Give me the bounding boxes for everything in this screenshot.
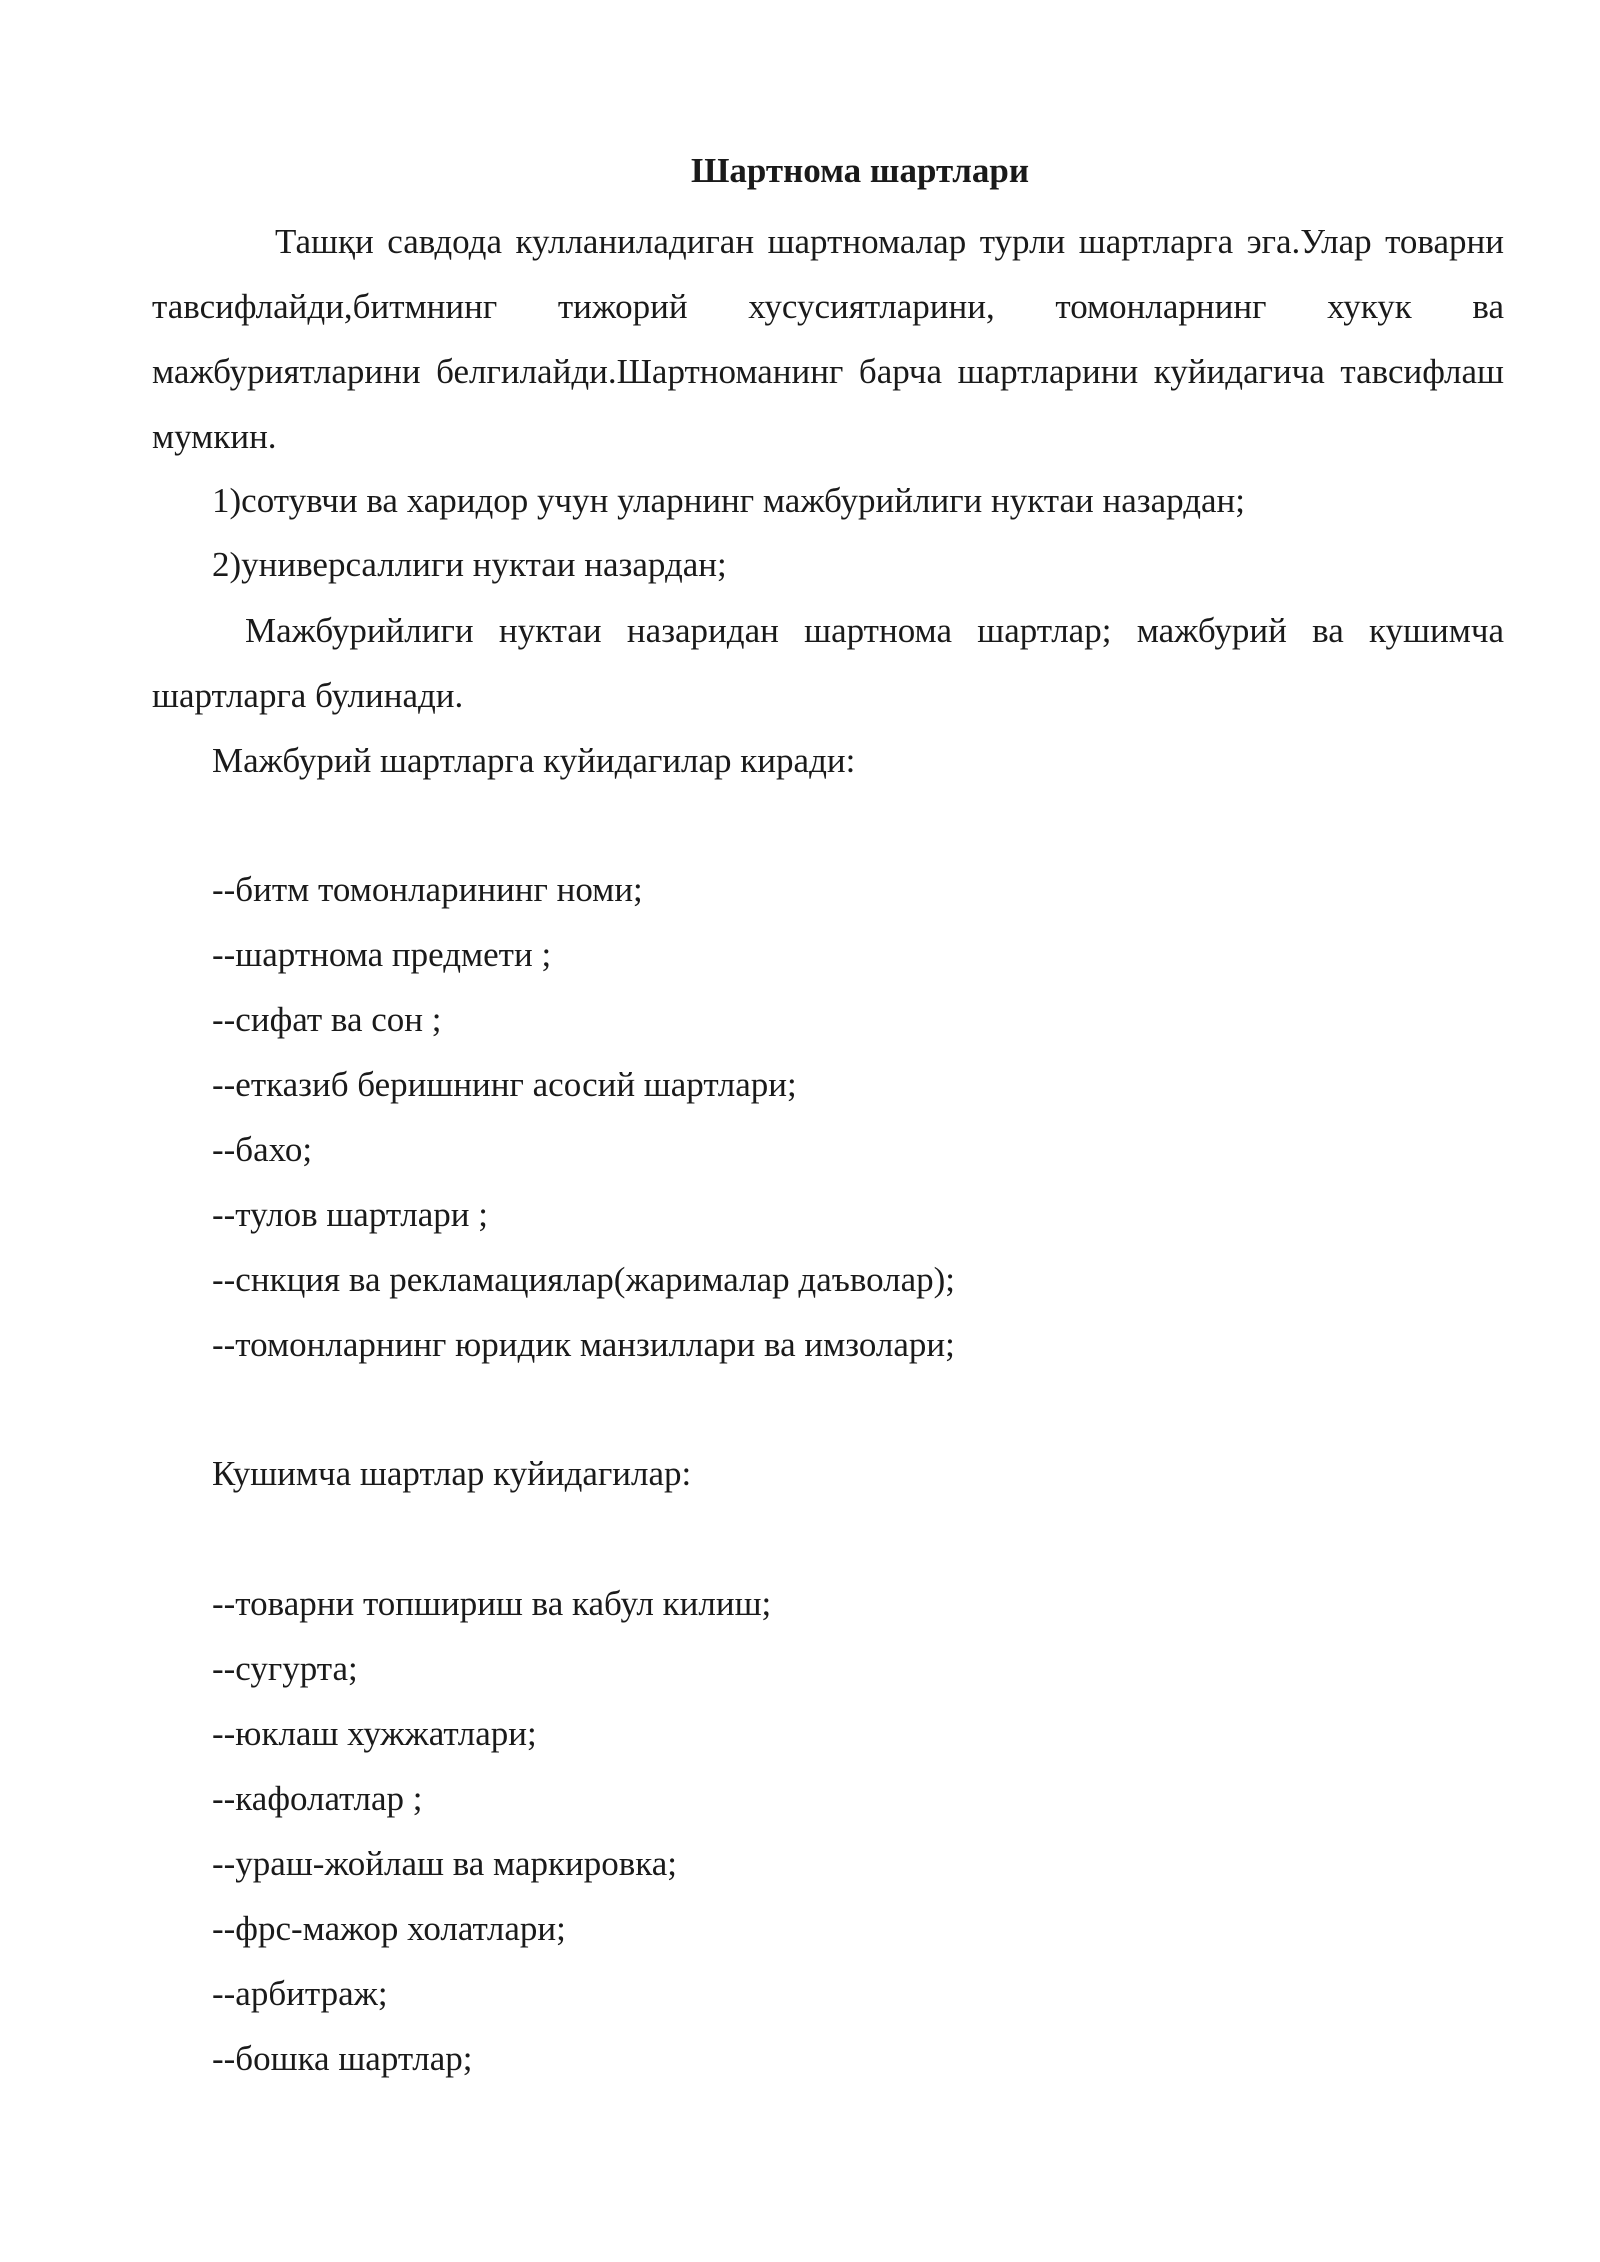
additional-item: --юклаш хужжатлари; bbox=[212, 1714, 537, 1753]
mandatory-item: --сифат ва сон ; bbox=[212, 1000, 442, 1039]
mandatory-item: --бахо; bbox=[212, 1130, 313, 1169]
additional-item: --арбитраж; bbox=[212, 1974, 388, 2013]
obligatory-paragraph: Мажбурийлиги нуктаи назаридан шартнома шартлар; мажбурий ва кушимча шартларга булинади. bbox=[152, 611, 1504, 715]
intro-paragraph: Ташқи савдода кулланиладиган шартномалар турли шартларга эга.Улар товарни тавсифлайди,битмнинг тижорий хусусиятларини, томонларнинг хукук ва мажбуриятларини белгилайди.Шартноманинг барча шартларини куйидагича тавсифлаш мумкин. bbox=[152, 222, 1504, 456]
additional-item: --кафолатлар ; bbox=[212, 1779, 423, 1818]
classification-item-1: 1)сотувчи ва харидор учун уларнинг мажбурийлиги нуктаи назардан; bbox=[212, 481, 1245, 520]
classification-item-2: 2)универсаллиги нуктаи назардан; bbox=[212, 545, 727, 584]
mandatory-item: --битм томонларининг номи; bbox=[212, 870, 643, 909]
mandatory-item: --снкция ва рекламациялар(жарималар даъволар); bbox=[212, 1260, 956, 1299]
additional-item: --товарни топшириш ва кабул килиш; bbox=[212, 1584, 772, 1623]
mandatory-item: --тулов шартлари ; bbox=[212, 1195, 489, 1234]
additional-heading: Кушимча шартлар куйидагилар: bbox=[212, 1454, 692, 1493]
mandatory-item: --томонларнинг юридик манзиллари ва имзолари; bbox=[212, 1325, 955, 1364]
additional-item: --ураш-жойлаш ва маркировка; bbox=[212, 1844, 677, 1883]
mandatory-heading: Мажбурий шартларга куйидагилар киради: bbox=[212, 741, 856, 780]
additional-item: --сугурта; bbox=[212, 1649, 358, 1688]
additional-item: --фрс-мажор холатлари; bbox=[212, 1909, 566, 1948]
mandatory-item: --етказиб беришнинг асосий шартлари; bbox=[212, 1065, 797, 1104]
document-title: Шартнома шартлари bbox=[690, 151, 1030, 190]
additional-item: --бошка шартлар; bbox=[212, 2039, 473, 2078]
mandatory-item: --шартнома предмети ; bbox=[212, 935, 552, 974]
